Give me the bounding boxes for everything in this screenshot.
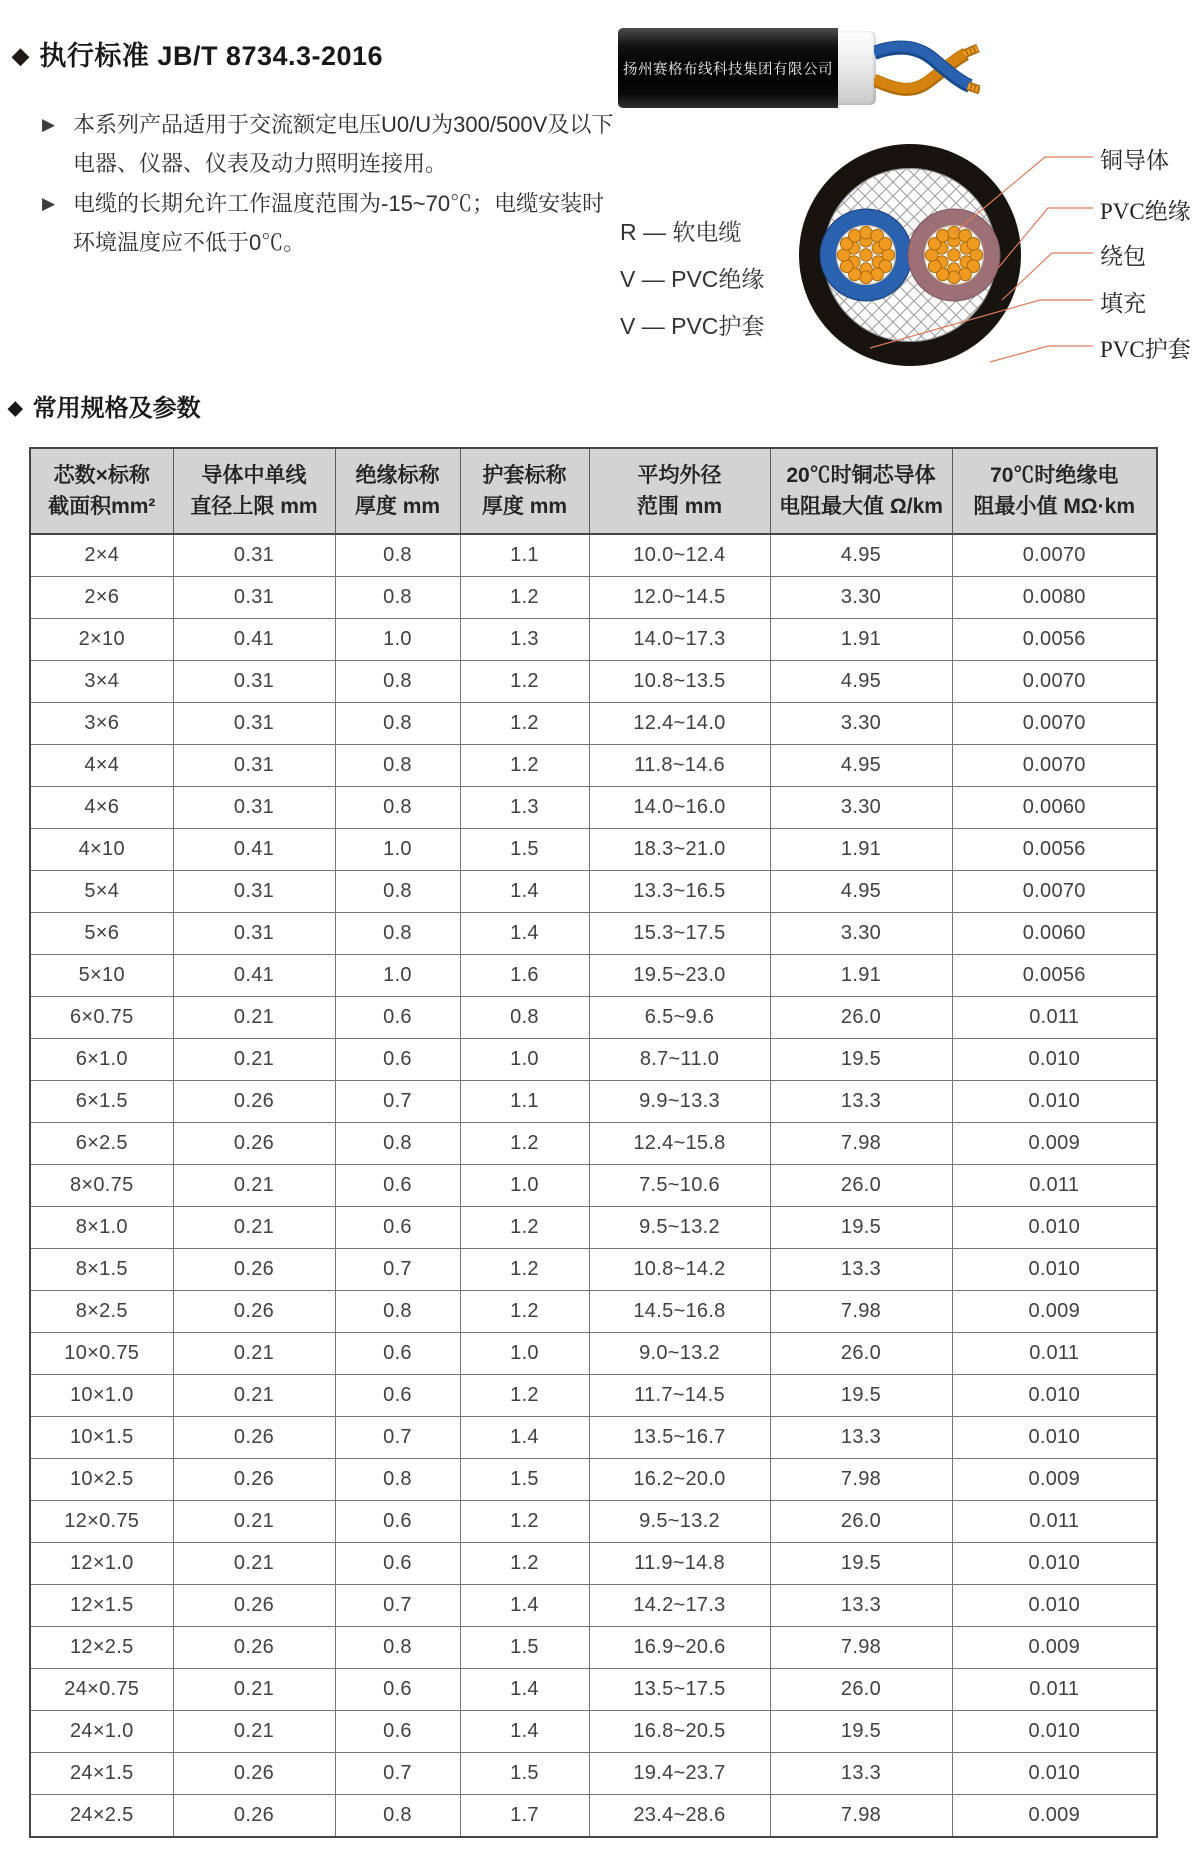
spec-cell: 0.8: [335, 577, 460, 619]
spec-cell: 13.3: [770, 1081, 952, 1123]
spec-cell: 1.91: [770, 619, 952, 661]
spec-cell: 0.6: [335, 1543, 460, 1585]
spec-cell: 0.009: [952, 1459, 1157, 1501]
spec-cell: 14.2~17.3: [589, 1585, 770, 1627]
spec-cell: 5×4: [30, 871, 173, 913]
spec-cell: 1.2: [460, 703, 589, 745]
spec-cell: 24×2.5: [30, 1795, 173, 1838]
spec-cell: 0.21: [173, 1669, 335, 1711]
triangle-bullet-icon: ▶: [42, 115, 56, 134]
spec-cell: 0.010: [952, 1375, 1157, 1417]
table-row: [30, 1375, 1157, 1417]
spec-cell: 0.6: [335, 997, 460, 1039]
spec-cell: 1.7: [460, 1795, 589, 1838]
spec-cell: 15.3~17.5: [589, 913, 770, 955]
spec-cell: 8×1.5: [30, 1249, 173, 1291]
spec-cell: 9.9~13.3: [589, 1081, 770, 1123]
spec-cell: 0.0056: [952, 829, 1157, 871]
spec-cell: 0.011: [952, 997, 1157, 1039]
spec-cell: 0.31: [173, 787, 335, 829]
spec-cell: 11.9~14.8: [589, 1543, 770, 1585]
spec-cell: 12×1.5: [30, 1585, 173, 1627]
spec-cell: 1.6: [460, 955, 589, 997]
column-header: 绝缘标称 厚度 mm: [335, 448, 460, 534]
spec-table-header-row: [30, 448, 1157, 534]
spec-cell: 0.8: [335, 1459, 460, 1501]
spec-cell: 0.009: [952, 1627, 1157, 1669]
spec-cell: 0.0070: [952, 745, 1157, 787]
column-header: 导体中单线 直径上限 mm: [173, 448, 335, 534]
spec-table-container: [29, 447, 1158, 1838]
spec-cell: 19.5: [770, 1543, 952, 1585]
spec-cell: 13.3: [770, 1417, 952, 1459]
spec-cell: 10×1.5: [30, 1417, 173, 1459]
table-row: [30, 1081, 1157, 1123]
spec-cell: 0.31: [173, 913, 335, 955]
spec-cell: 0.26: [173, 1585, 335, 1627]
spec-cell: 1.2: [460, 1291, 589, 1333]
spec-cell: 0.8: [335, 871, 460, 913]
spec-cell: 0.6: [335, 1669, 460, 1711]
spec-cell: 13.3~16.5: [589, 871, 770, 913]
spec-cell: 0.010: [952, 1081, 1157, 1123]
spec-cell: 5×10: [30, 955, 173, 997]
spec-cell: 0.6: [335, 1501, 460, 1543]
spec-cell: 0.009: [952, 1291, 1157, 1333]
spec-cell: 0.0056: [952, 955, 1157, 997]
table-row: [30, 913, 1157, 955]
spec-cell: 14.0~16.0: [589, 787, 770, 829]
table-row: [30, 1165, 1157, 1207]
spec-cell: 1.2: [460, 1501, 589, 1543]
spec-cell: 1.91: [770, 955, 952, 997]
spec-cell: 8×2.5: [30, 1291, 173, 1333]
spec-cell: 6×2.5: [30, 1123, 173, 1165]
spec-cell: 0.011: [952, 1165, 1157, 1207]
table-row: [30, 787, 1157, 829]
spec-cell: 0.21: [173, 1333, 335, 1375]
spec-cell: 4×4: [30, 745, 173, 787]
spec-cell: 3.30: [770, 703, 952, 745]
table-row: [30, 534, 1157, 577]
spec-cell: 11.7~14.5: [589, 1375, 770, 1417]
table-row: [30, 955, 1157, 997]
table-row: [30, 745, 1157, 787]
spec-cell: 8×0.75: [30, 1165, 173, 1207]
spec-cell: 0.8: [335, 787, 460, 829]
table-row: [30, 1207, 1157, 1249]
spec-cell: 3.30: [770, 577, 952, 619]
spec-cell: 4.95: [770, 534, 952, 577]
spec-cell: 0.0070: [952, 661, 1157, 703]
spec-cell: 1.0: [460, 1165, 589, 1207]
spec-cell: 6×1.5: [30, 1081, 173, 1123]
column-header: 平均外径 范围 mm: [589, 448, 770, 534]
spec-cell: 0.21: [173, 1543, 335, 1585]
spec-cell: 0.31: [173, 871, 335, 913]
label-wrapping: 绕包: [1100, 244, 1146, 269]
specs-section-heading-text: 常用规格及参数: [32, 395, 201, 422]
spec-cell: 0.8: [335, 1123, 460, 1165]
spec-cell: 2×6: [30, 577, 173, 619]
spec-cell: 0.8: [335, 1795, 460, 1838]
diamond-bullet-icon: ◆: [8, 398, 23, 419]
spec-cell: 16.2~20.0: [589, 1459, 770, 1501]
spec-cell: 26.0: [770, 997, 952, 1039]
spec-cell: 12.0~14.5: [589, 577, 770, 619]
spec-cell: 7.98: [770, 1627, 952, 1669]
spec-cell: 4×6: [30, 787, 173, 829]
page-title-text: 执行标准 JB/T 8734.3-2016: [39, 41, 384, 71]
spec-cell: 6.5~9.6: [589, 997, 770, 1039]
table-row: [30, 1543, 1157, 1585]
specs-section-heading: [8, 388, 201, 423]
spec-cell: 13.5~17.5: [589, 1669, 770, 1711]
spec-cell: 0.8: [460, 997, 589, 1039]
spec-cell: 7.5~10.6: [589, 1165, 770, 1207]
spec-cell: 4.95: [770, 871, 952, 913]
column-header: 芯数×标称 截面积mm²: [30, 448, 173, 534]
triangle-bullet-icon: ▶: [42, 194, 56, 213]
spec-cell: 1.1: [460, 534, 589, 577]
intro-bullet-2-line-1: [42, 187, 604, 218]
spec-cell: 1.2: [460, 1207, 589, 1249]
spec-cell: 24×1.5: [30, 1753, 173, 1795]
spec-cell: 0.7: [335, 1417, 460, 1459]
spec-cell: 0.0070: [952, 703, 1157, 745]
spec-cell: 0.26: [173, 1081, 335, 1123]
spec-cell: 10×1.0: [30, 1375, 173, 1417]
table-row: [30, 829, 1157, 871]
spec-cell: 26.0: [770, 1333, 952, 1375]
spec-cell: 0.31: [173, 745, 335, 787]
table-row: [30, 619, 1157, 661]
spec-cell: 0.8: [335, 1291, 460, 1333]
spec-cell: 0.26: [173, 1795, 335, 1838]
spec-cell: 1.1: [460, 1081, 589, 1123]
intro-text: 电缆的长期允许工作温度范围为-15~70℃；电缆安装时: [73, 191, 605, 216]
spec-cell: 14.5~16.8: [589, 1291, 770, 1333]
spec-cell: 1.4: [460, 913, 589, 955]
table-row: [30, 1627, 1157, 1669]
spec-cell: 18.3~21.0: [589, 829, 770, 871]
spec-cell: 1.0: [335, 955, 460, 997]
spec-cell: 0.21: [173, 1375, 335, 1417]
spec-cell: 0.26: [173, 1627, 335, 1669]
label-copper-conductor: 铜导体: [1100, 148, 1169, 173]
spec-cell: 13.3: [770, 1585, 952, 1627]
spec-cell: 0.41: [173, 829, 335, 871]
spec-cell: 19.5: [770, 1039, 952, 1081]
spec-cell: 5×6: [30, 913, 173, 955]
cable-product-photo: [618, 28, 980, 108]
spec-cell: 0.6: [335, 1207, 460, 1249]
spec-cell: 1.0: [460, 1039, 589, 1081]
spec-cell: 0.010: [952, 1417, 1157, 1459]
spec-cell: 3×4: [30, 661, 173, 703]
table-row: [30, 703, 1157, 745]
spec-cell: 0.41: [173, 619, 335, 661]
table-row: [30, 1039, 1157, 1081]
table-row: [30, 1417, 1157, 1459]
spec-cell: 13.5~16.7: [589, 1417, 770, 1459]
spec-cell: 1.0: [460, 1333, 589, 1375]
spec-cell: 1.2: [460, 1123, 589, 1165]
spec-cell: 0.21: [173, 1501, 335, 1543]
twisted-wires-image: [874, 28, 980, 108]
intro-bullet-1-line-1: [42, 108, 613, 139]
spec-cell: 0.26: [173, 1249, 335, 1291]
spec-cell: 1.4: [460, 1417, 589, 1459]
spec-cell: 0.010: [952, 1585, 1157, 1627]
spec-cell: 1.0: [335, 829, 460, 871]
spec-cell: 0.011: [952, 1669, 1157, 1711]
spec-cell: 1.2: [460, 661, 589, 703]
label-filler: 填充: [1100, 291, 1146, 316]
legend-line-pvc-insulation: V — PVC绝缘: [620, 266, 765, 292]
spec-cell: 16.9~20.6: [589, 1627, 770, 1669]
spec-cell: 0.21: [173, 1207, 335, 1249]
spec-cell: 0.0056: [952, 619, 1157, 661]
spec-cell: 14.0~17.3: [589, 619, 770, 661]
spec-cell: 0.21: [173, 997, 335, 1039]
spec-cell: 1.3: [460, 619, 589, 661]
spec-cell: 1.5: [460, 1753, 589, 1795]
spec-cell: 0.31: [173, 577, 335, 619]
spec-cell: 0.6: [335, 1711, 460, 1753]
spec-cell: 0.7: [335, 1081, 460, 1123]
spec-cell: 0.0070: [952, 871, 1157, 913]
spec-cell: 1.0: [335, 619, 460, 661]
diagram-leader-lines: [850, 130, 1100, 375]
spec-cell: 0.31: [173, 661, 335, 703]
table-row: [30, 871, 1157, 913]
spec-cell: 1.91: [770, 829, 952, 871]
diamond-bullet-icon: ◆: [12, 43, 30, 68]
spec-cell: 7.98: [770, 1291, 952, 1333]
label-pvc-insulation: PVC绝缘: [1100, 199, 1191, 224]
spec-cell: 2×10: [30, 619, 173, 661]
table-row: [30, 997, 1157, 1039]
spec-cell: 1.2: [460, 1375, 589, 1417]
spec-cell: 0.010: [952, 1543, 1157, 1585]
table-row: [30, 661, 1157, 703]
spec-cell: 3×6: [30, 703, 173, 745]
spec-cell: 1.2: [460, 1249, 589, 1291]
spec-cell: 0.010: [952, 1039, 1157, 1081]
spec-cell: 0.8: [335, 534, 460, 577]
spec-cell: 0.011: [952, 1333, 1157, 1375]
spec-cell: 1.4: [460, 1585, 589, 1627]
spec-cell: 16.8~20.5: [589, 1711, 770, 1753]
spec-cell: 0.010: [952, 1249, 1157, 1291]
spec-cell: 4.95: [770, 661, 952, 703]
spec-cell: 8.7~11.0: [589, 1039, 770, 1081]
spec-cell: 0.26: [173, 1291, 335, 1333]
spec-cell: 0.26: [173, 1459, 335, 1501]
spec-cell: 0.26: [173, 1753, 335, 1795]
spec-cell: 24×1.0: [30, 1711, 173, 1753]
spec-cell: 7.98: [770, 1795, 952, 1838]
spec-cell: 0.8: [335, 913, 460, 955]
spec-cell: 8×1.0: [30, 1207, 173, 1249]
spec-cell: 19.5: [770, 1375, 952, 1417]
spec-cell: 0.8: [335, 703, 460, 745]
spec-cell: 0.010: [952, 1711, 1157, 1753]
spec-cell: 3.30: [770, 913, 952, 955]
page-title: [12, 34, 383, 73]
spec-cell: 1.5: [460, 829, 589, 871]
table-row: [30, 577, 1157, 619]
table-row: [30, 1795, 1157, 1838]
spec-cell: 0.0060: [952, 787, 1157, 829]
intro-text: 电器、仪器、仪表及动力照明连接用。: [73, 151, 448, 176]
spec-cell: 10.0~12.4: [589, 534, 770, 577]
spec-cell: 19.5~23.0: [589, 955, 770, 997]
table-row: [30, 1249, 1157, 1291]
spec-cell: 26.0: [770, 1669, 952, 1711]
spec-cell: 26.0: [770, 1501, 952, 1543]
cable-outer-sheath: [618, 28, 838, 108]
spec-cell: 10×0.75: [30, 1333, 173, 1375]
spec-cell: 0.8: [335, 1627, 460, 1669]
spec-cell: 0.41: [173, 955, 335, 997]
table-row: [30, 1333, 1157, 1375]
intro-text: 本系列产品适用于交流额定电压U0/U为300/500V及以下: [73, 112, 614, 137]
spec-cell: 9.5~13.2: [589, 1207, 770, 1249]
spec-cell: 0.26: [173, 1417, 335, 1459]
spec-cell: 0.7: [335, 1585, 460, 1627]
spec-cell: 0.6: [335, 1039, 460, 1081]
spec-cell: 0.0080: [952, 577, 1157, 619]
table-row: [30, 1501, 1157, 1543]
spec-table-body: [30, 534, 1157, 1837]
spec-cell: 0.8: [335, 745, 460, 787]
type-code-legend: [620, 214, 764, 355]
legend-line-soft-cable: R — 软电缆: [620, 219, 742, 245]
spec-cell: 0.0060: [952, 913, 1157, 955]
spec-cell: 11.8~14.6: [589, 745, 770, 787]
spec-cell: 0.6: [335, 1375, 460, 1417]
spec-cell: 12.4~15.8: [589, 1123, 770, 1165]
label-pvc-sheath: PVC护套: [1100, 337, 1191, 362]
spec-cell: 12×2.5: [30, 1627, 173, 1669]
spec-table: [29, 447, 1158, 1838]
spec-cell: 0.009: [952, 1123, 1157, 1165]
spec-cell: 0.31: [173, 534, 335, 577]
table-row: [30, 1585, 1157, 1627]
spec-cell: 10×2.5: [30, 1459, 173, 1501]
spec-cell: 10.8~14.2: [589, 1249, 770, 1291]
spec-cell: 0.8: [335, 661, 460, 703]
spec-cell: 12×1.0: [30, 1543, 173, 1585]
spec-cell: 1.5: [460, 1627, 589, 1669]
spec-cell: 26.0: [770, 1165, 952, 1207]
spec-cell: 0.010: [952, 1207, 1157, 1249]
spec-cell: 4×10: [30, 829, 173, 871]
spec-cell: 0.26: [173, 1123, 335, 1165]
spec-cell: 19.4~23.7: [589, 1753, 770, 1795]
spec-cell: 13.3: [770, 1753, 952, 1795]
spec-cell: 23.4~28.6: [589, 1795, 770, 1838]
spec-cell: 0.6: [335, 1333, 460, 1375]
spec-cell: 7.98: [770, 1123, 952, 1165]
spec-cell: 10.8~13.5: [589, 661, 770, 703]
spec-cell: 1.2: [460, 1543, 589, 1585]
spec-cell: 3.30: [770, 787, 952, 829]
spec-cell: 0.7: [335, 1753, 460, 1795]
table-row: [30, 1753, 1157, 1795]
spec-cell: 0.7: [335, 1249, 460, 1291]
intro-bullet-1-line-2: [73, 147, 447, 178]
spec-cell: 2×4: [30, 534, 173, 577]
column-header: 20℃时铜芯导体 电阻最大值 Ω/km: [770, 448, 952, 534]
column-header: 护套标称 厚度 mm: [460, 448, 589, 534]
spec-cell: 0.21: [173, 1711, 335, 1753]
spec-cell: 0.0070: [952, 534, 1157, 577]
spec-cell: 1.2: [460, 577, 589, 619]
table-row: [30, 1459, 1157, 1501]
spec-cell: 0.31: [173, 703, 335, 745]
legend-line-pvc-sheath: V — PVC护套: [620, 313, 765, 339]
company-name-print: 扬州赛格布线科技集团有限公司: [623, 61, 833, 78]
spec-cell: 13.3: [770, 1249, 952, 1291]
spec-cell: 0.21: [173, 1165, 335, 1207]
table-row: [30, 1291, 1157, 1333]
spec-cell: 0.009: [952, 1795, 1157, 1838]
spec-cell: 12.4~14.0: [589, 703, 770, 745]
spec-cell: 0.011: [952, 1501, 1157, 1543]
cable-inner-sheath: [838, 31, 876, 105]
spec-cell: 9.0~13.2: [589, 1333, 770, 1375]
spec-cell: 0.21: [173, 1039, 335, 1081]
table-row: [30, 1123, 1157, 1165]
spec-cell: 24×0.75: [30, 1669, 173, 1711]
spec-cell: 1.2: [460, 745, 589, 787]
spec-cell: 9.5~13.2: [589, 1501, 770, 1543]
table-row: [30, 1669, 1157, 1711]
spec-cell: 7.98: [770, 1459, 952, 1501]
spec-cell: 1.4: [460, 1669, 589, 1711]
intro-bullet-2-line-2: [73, 226, 305, 257]
spec-cell: 12×0.75: [30, 1501, 173, 1543]
spec-cell: 1.4: [460, 871, 589, 913]
spec-cell: 0.010: [952, 1753, 1157, 1795]
spec-cell: 4.95: [770, 745, 952, 787]
spec-cell: 1.5: [460, 1459, 589, 1501]
spec-cell: 1.4: [460, 1711, 589, 1753]
table-row: [30, 1711, 1157, 1753]
spec-cell: 19.5: [770, 1711, 952, 1753]
intro-text: 环境温度应不低于0℃。: [73, 230, 306, 255]
spec-cell: 19.5: [770, 1207, 952, 1249]
spec-cell: 1.3: [460, 787, 589, 829]
spec-cell: 6×1.0: [30, 1039, 173, 1081]
spec-cell: 6×0.75: [30, 997, 173, 1039]
column-header: 70℃时绝缘电 阻最小值 MΩ·km: [952, 448, 1157, 534]
spec-cell: 0.6: [335, 1165, 460, 1207]
